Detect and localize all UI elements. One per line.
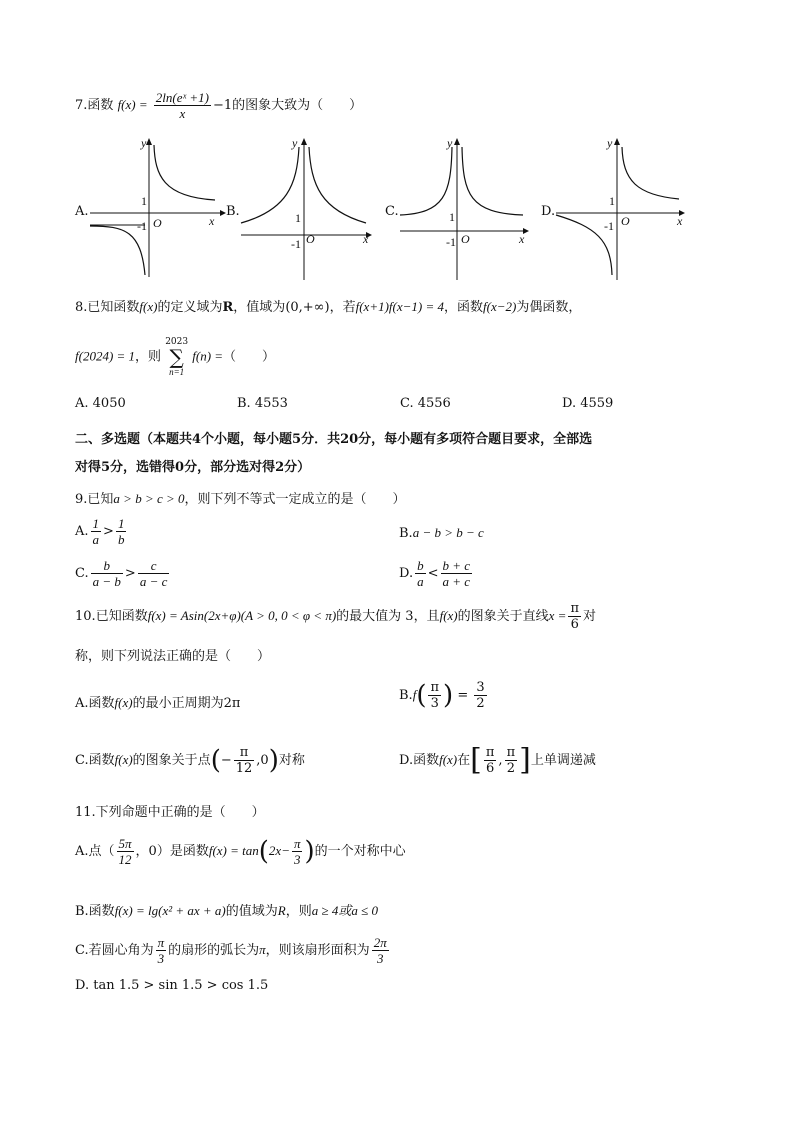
q7-b-origin: O bbox=[306, 232, 315, 246]
q7-b-x-label: x bbox=[363, 232, 369, 246]
q9-stem: 9.已知a > b > c > 0，则下列不等式一定成立的是（ ） bbox=[75, 491, 406, 507]
q7-fraction: $\frac{\text{2ln(eˣ +1)}}{x}$ bbox=[155, 90, 209, 121]
q8-option-c[interactable]: C. 4556 bbox=[400, 396, 451, 411]
q7-c-x-label: x bbox=[519, 232, 525, 246]
q10-option-a[interactable]: A.函数f(x)的最小正周期为2π bbox=[75, 695, 241, 711]
q8-option-b[interactable]: B. 4553 bbox=[237, 396, 288, 411]
q7-graph-a bbox=[85, 135, 230, 280]
q7-option-a-label: A. bbox=[75, 204, 89, 219]
q7-option-c-label: C. bbox=[385, 204, 399, 219]
q10-option-b[interactable]: B.f( $\frac{\pi}{3}$ ) = $\frac{3}{2}$ bbox=[399, 680, 485, 711]
q9-option-a[interactable]: A. $\frac{1}{a}$ > $\frac{1}{b}$ bbox=[75, 516, 125, 547]
q7-d-neg-one: -1 bbox=[604, 219, 614, 233]
q10-option-d[interactable]: D.函数f(x)在[ $\frac{\pi}{6}$ , $\frac{\pi}{2}$ ]上单调递减 bbox=[399, 742, 596, 778]
q8-option-d[interactable]: D. 4559 bbox=[562, 396, 614, 411]
q7-c-y-label: y bbox=[447, 136, 453, 150]
q9-option-b[interactable]: B.a − b > b − c bbox=[399, 525, 484, 541]
q10-option-c[interactable]: C.函数f(x)的图象关于点(− $\frac{\pi}{12}$ ,0)对称 bbox=[75, 745, 305, 776]
section2-heading-line2: 对得5分，选错得0分，部分选对得2分） bbox=[75, 460, 311, 475]
q7-a-neg-one: -1 bbox=[137, 219, 147, 233]
q7-d-one: 1 bbox=[609, 194, 615, 208]
q7-b-neg-one: -1 bbox=[291, 237, 301, 251]
q7-graph-d bbox=[551, 135, 696, 280]
q11-option-b[interactable]: B.函数f(x) = lg(x² + ax + a)的值域为R，则a ≥ 4或a ≤ 0 bbox=[75, 903, 379, 919]
q7-graph-c bbox=[395, 135, 540, 280]
q7-graph-b bbox=[236, 135, 381, 280]
q7-d-origin: O bbox=[621, 214, 630, 228]
q8-number: 8. bbox=[75, 300, 88, 315]
q7-number: 7. bbox=[75, 98, 88, 113]
q11-option-c[interactable]: C.若圆心角为 $\frac{\pi}{3}$ 的扇形的弧长为π，则该扇形面积为 $\frac{2\pi}{3}$ bbox=[75, 935, 387, 966]
q7-option-d-label: D. bbox=[541, 204, 556, 219]
q11-option-d[interactable]: D. tan 1.5 > sin 1.5 > cos 1.5 bbox=[75, 978, 269, 993]
q10-stem-line1: 10.已知函数f(x) = Asin(2x+φ)(A > 0, 0 < φ < π)的最大值为 3，且f(x)的图象关于直线x = $\frac{\pi}{6}$ 对 bbox=[75, 601, 596, 632]
q11-option-a[interactable]: A.点（ $\frac{5\pi}{12}$ ，0）是函数f(x) = tan(2x− $\frac{\pi}{3}$ )的一个对称中心 bbox=[75, 836, 406, 867]
q7-b-y-label: y bbox=[292, 136, 298, 150]
q9-option-c[interactable]: C. $\frac{b}{a - b}$ > $\frac{c}{a - c}$ bbox=[75, 558, 168, 589]
q7-a-origin: O bbox=[153, 216, 162, 230]
q7-stem: 7.函数 f(x) = $\frac{\text{2ln(eˣ +1)}}{x}$ −1的图象大致为（ ） bbox=[75, 90, 363, 121]
q7-d-y-label: y bbox=[607, 136, 613, 150]
q8-option-a[interactable]: A. 4050 bbox=[75, 396, 126, 411]
q9-option-d[interactable]: D. $\frac{b}{a}$ < $\frac{b + c}{a + c}$ bbox=[399, 558, 471, 589]
q7-b-one: 1 bbox=[295, 211, 301, 225]
q8-line1: 8.已知函数f(x)的定义域为R，值域为(0,+∞)，若f(x+1)f(x−1) = 4，函数f(x−2)为偶函数， bbox=[75, 299, 582, 315]
section2-heading-line1: 二、多选题（本题共4个小题，每小题5分．共20分，每小题有多项符合题目要求，全部选 bbox=[75, 432, 593, 447]
q7-a-one: 1 bbox=[141, 194, 147, 208]
q7-d-x-label: x bbox=[677, 214, 683, 228]
q11-stem: 11.下列命题中正确的是（ ） bbox=[75, 805, 265, 820]
q8-line2: f(2024) = 1，则 2023 ∑ n=1 f(n) =（ ） bbox=[75, 337, 276, 377]
q7-a-y-label: y bbox=[141, 136, 147, 150]
q7-c-neg-one: -1 bbox=[446, 235, 456, 249]
q7-option-b-label: B. bbox=[226, 204, 240, 219]
q7-c-one: 1 bbox=[449, 210, 455, 224]
q8-sum-symbol: 2023 ∑ n=1 bbox=[165, 337, 189, 377]
q10-stem-line2: 称，则下列说法正确的是（ ） bbox=[75, 649, 271, 664]
q7-c-origin: O bbox=[461, 232, 470, 246]
q7-a-x-label: x bbox=[209, 214, 215, 228]
